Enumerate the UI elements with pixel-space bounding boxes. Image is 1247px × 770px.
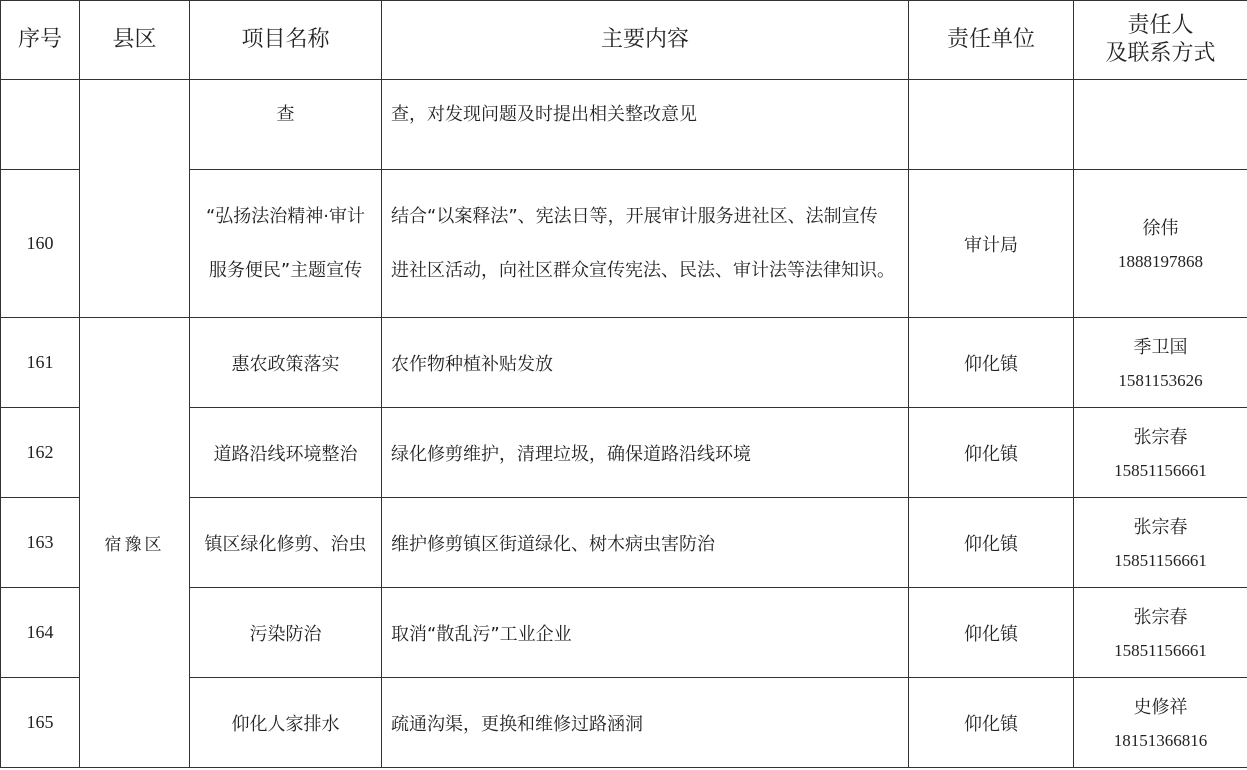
row-project-line: 服务便民”主题宣传 [208,259,363,281]
row-project-line: “弘扬法治精神·审计 [205,205,366,227]
table-row [1,318,1247,408]
row-seq: 164 [1,588,80,678]
row-unit: 审计局 [909,170,1074,318]
header-project: 项目名称 [190,1,382,80]
header-seq: 序号 [1,1,80,80]
header-row [1,1,1247,80]
row-content: 查，对发现问题及时提出相关整改意见 [382,80,909,170]
row-seq: 163 [1,498,80,588]
row-content: 农作物种植补贴发放 [382,318,909,408]
row-content-line: 结合“以案释法”、宪法日等，开展审计服务进社区、法制宣传 [391,205,878,227]
row-project: 惠农政策落实 [190,318,382,408]
header-content: 主要内容 [382,1,909,80]
row-person-cell [1074,318,1247,408]
row-project: 污染防治 [190,588,382,678]
row-person [1074,80,1247,170]
row-content-line: 进社区活动，向社区群众宣传宪法、民法、审计法等法律知识。 [391,259,895,281]
table-row [1,80,1247,170]
row-phone: 18151366816 [1113,730,1208,750]
row-person: 张宗春 [1133,606,1188,628]
row-person-cell [1074,170,1247,318]
row-person: 张宗春 [1133,426,1188,448]
row-unit: 仰化镇 [909,498,1074,588]
row-seq: 160 [1,170,80,318]
row-project: 查 [190,80,382,170]
row-content [382,170,909,318]
row-content: 取消“散乱污”工业企业 [382,588,909,678]
row-seq [1,80,80,170]
row-project: 仰化人家排水 [190,678,382,768]
row-phone: 1888197868 [1118,251,1203,271]
row-seq: 165 [1,678,80,768]
row-person-cell [1074,678,1247,768]
row-phone: 15851156661 [1114,460,1207,480]
row-unit: 仰化镇 [909,318,1074,408]
row-project: 道路沿线环境整治 [190,408,382,498]
header-person-line1: 责任人 [1127,13,1194,38]
row-content: 维护修剪镇区街道绿化、树木病虫害防治 [382,498,909,588]
row-person-cell [1074,408,1247,498]
row-project: 镇区绿化修剪、治虫 [190,498,382,588]
row-seq: 162 [1,408,80,498]
row-person-cell [1074,498,1247,588]
row-unit: 仰化镇 [909,588,1074,678]
row-person: 徐伟 [1142,217,1179,239]
row-content: 绿化修剪维护，清理垃圾，确保道路沿线环境 [382,408,909,498]
header-person-line2: 及联系方式 [1105,41,1216,66]
header-person [1074,1,1247,80]
row-phone: 15851156661 [1114,550,1207,570]
county-cell: 宿豫区 [80,318,190,768]
row-seq: 161 [1,318,80,408]
row-unit: 仰化镇 [909,408,1074,498]
row-phone: 1581153626 [1118,370,1203,390]
row-person: 张宗春 [1133,516,1188,538]
header-unit: 责任单位 [909,1,1074,80]
row-content: 疏通沟渠，更换和维修过路涵洞 [382,678,909,768]
row-phone: 15851156661 [1114,640,1207,660]
row-person-cell [1074,588,1247,678]
row-unit: 仰化镇 [909,678,1074,768]
row-person: 史修祥 [1133,696,1188,718]
header-county: 县区 [80,1,190,80]
county-cell-empty [80,80,190,318]
row-person: 季卫国 [1133,336,1188,358]
row-project [190,170,382,318]
row-unit [909,80,1074,170]
